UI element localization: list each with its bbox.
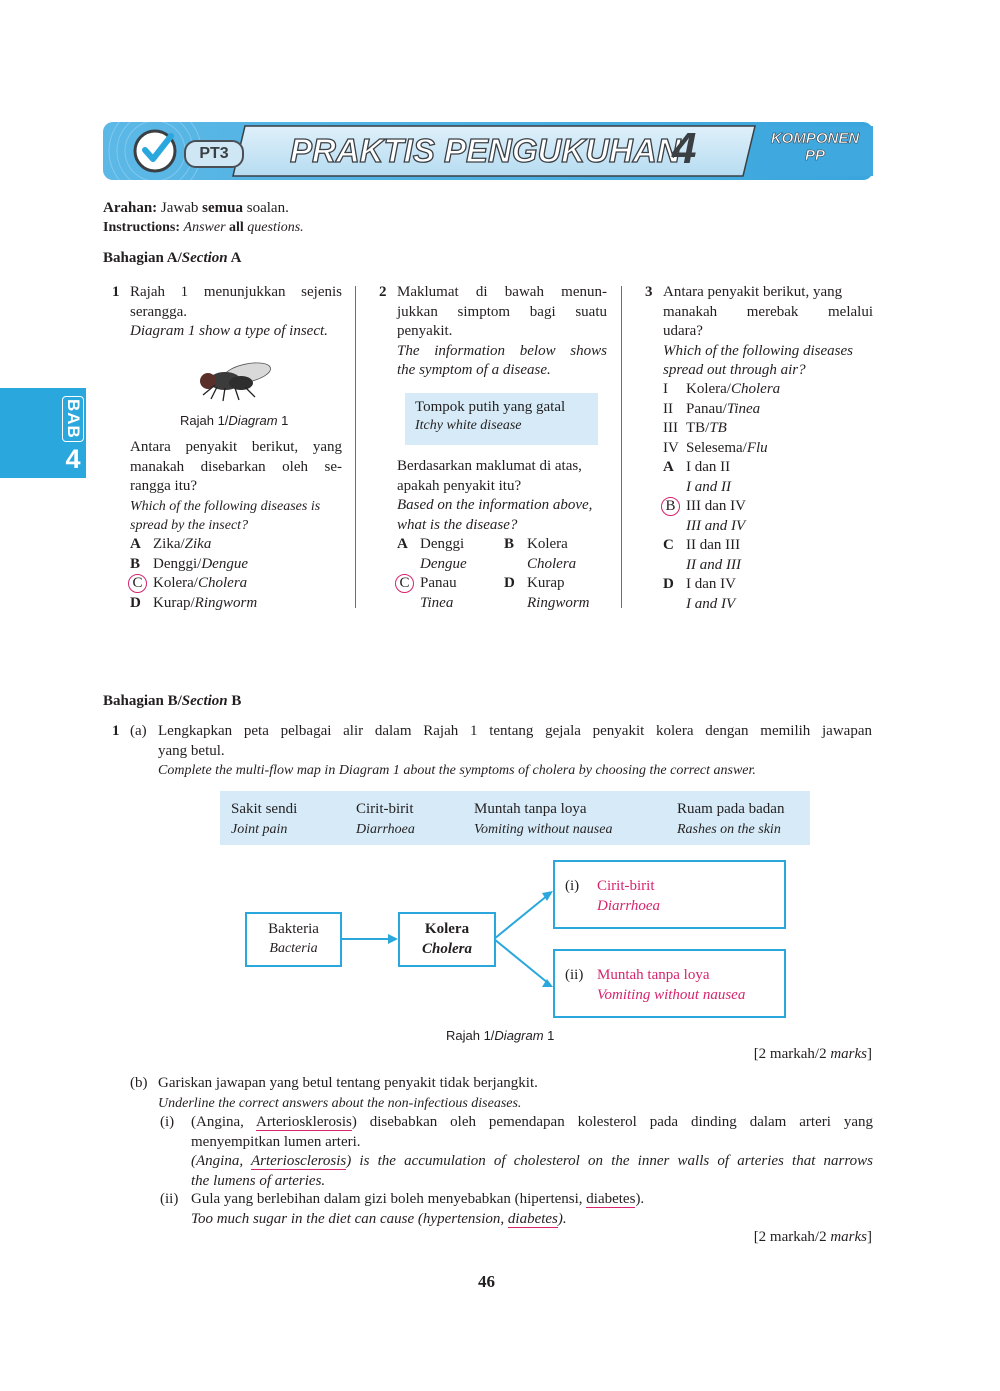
text: Ringworm <box>194 594 258 611</box>
page-title: PRAKTIS PENGUKUHAN <box>290 132 681 169</box>
answer-circle: C <box>128 574 147 593</box>
text: ) is the accumulation of cholesterol on the inner walls of arteries that narrows <box>346 1153 873 1169</box>
answer-circle: C <box>395 574 414 593</box>
text: Rashes on the skin <box>677 821 781 837</box>
text: questions. <box>247 220 304 235</box>
part-bii-text <box>191 1190 873 1229</box>
text: Diarrhoea <box>356 821 415 837</box>
answer-circle: B <box>661 497 680 516</box>
bii-ms <box>191 1190 873 1210</box>
b-q1-number: 1 <box>112 723 120 739</box>
text: Tinea <box>420 594 454 611</box>
component-line1: KOMPONEN <box>770 130 860 147</box>
text: [2 markah/2 <box>753 1229 827 1245</box>
text: Selesema/ <box>686 439 747 456</box>
text: (Angina, <box>191 1153 244 1169</box>
text: B <box>504 536 515 552</box>
text: Diagram <box>228 413 278 428</box>
bii-en <box>191 1210 873 1230</box>
effect-box-2 <box>553 949 786 1018</box>
text: TB/ <box>686 420 710 436</box>
instructions-ms-label: Arahan: <box>103 200 158 216</box>
q2-number: 2 <box>379 284 387 300</box>
text: Kolera/ <box>686 381 731 397</box>
text: Jawab <box>160 200 199 216</box>
text: Kurap <box>527 575 565 591</box>
text: spread by the insect? <box>130 518 249 533</box>
text: ) disebabkan oleh pemendapan kolesterol pada dinding dalam arteri yang <box>351 1114 873 1130</box>
text: Vomiting without nausea <box>474 821 613 837</box>
text: Ringworm <box>527 594 590 611</box>
center-box <box>398 912 496 967</box>
text: [2 markah/2 <box>753 1046 827 1062</box>
text: B <box>231 693 242 709</box>
text: Antara penyakit berikut, yang <box>130 439 342 455</box>
text: Joint pain <box>231 821 288 837</box>
text: the symptom of a disease. <box>397 362 551 378</box>
text: Dengue <box>420 555 467 572</box>
answer-effect1-en: Diarrhoea <box>597 898 661 914</box>
text: III and IV <box>686 517 746 534</box>
text: Underline the correct answers about the non-infectious diseases. <box>158 1095 522 1111</box>
text: II and III <box>686 556 741 573</box>
text: Panau <box>420 575 457 591</box>
text: Cholera <box>421 941 472 957</box>
text: III <box>663 420 678 436</box>
effect-box-1 <box>553 860 786 929</box>
text: ] <box>867 1046 872 1062</box>
part-bi-text <box>191 1113 873 1191</box>
text: Zika/ <box>153 536 185 552</box>
text: Kolera <box>424 921 470 937</box>
part-b-label: (b) <box>130 1075 148 1091</box>
text: D <box>663 576 674 592</box>
text: apakah penyakit itu? <box>397 477 522 494</box>
text: ). <box>557 1210 567 1227</box>
text: TB <box>709 420 727 436</box>
part-a-label: (a) <box>130 723 147 739</box>
text: I and IV <box>686 595 736 612</box>
text: A <box>230 250 242 266</box>
text: 1 <box>547 1028 555 1043</box>
text: rangga itu? <box>130 478 198 494</box>
q1-number: 1 <box>112 284 120 300</box>
text: manakah disebarkan oleh se- <box>130 458 342 475</box>
bi-en-line1 <box>191 1152 873 1172</box>
text: III dan IV <box>686 498 746 514</box>
text: Which of the following diseases <box>663 342 853 359</box>
underlined-answer: diabetes <box>507 1210 558 1227</box>
text: (Angina, <box>191 1114 244 1130</box>
text: D <box>130 594 141 611</box>
cause-box <box>245 912 342 967</box>
text: A <box>663 459 674 475</box>
part-b-text <box>158 1074 872 1113</box>
text: Cholera <box>197 575 248 591</box>
chapter-number: 4 <box>672 124 697 173</box>
text: Kolera <box>527 536 568 552</box>
text: II dan III <box>686 537 741 553</box>
text: Cholera <box>527 555 577 572</box>
instructions-en-label: Instructions: <box>103 220 181 235</box>
text: Based on the information above, <box>397 497 593 513</box>
map-caption <box>446 1028 554 1043</box>
marks-a <box>754 1046 872 1063</box>
bi-ms-line1 <box>191 1113 873 1133</box>
text: jukkan simptom bagi suatu <box>397 303 607 320</box>
text: all <box>229 220 244 235</box>
text: Cholera <box>730 381 781 397</box>
text: Bahagian B/ <box>103 693 182 709</box>
bab-word: BAB <box>62 396 84 442</box>
answer-effect2-en: Vomiting without nausea <box>597 987 746 1003</box>
text: Muntah tanpa loya <box>474 801 587 817</box>
text: Panau/ <box>686 400 727 417</box>
text: The information below shows <box>397 342 607 359</box>
text: I dan II <box>686 459 731 475</box>
part-bi-label: (i) <box>160 1114 175 1130</box>
part-bii-label: (ii) <box>160 1191 179 1207</box>
text: semua <box>202 200 244 216</box>
text: yang betul. <box>158 742 225 759</box>
text: Too much sugar in the diet can cause (hypertension, <box>191 1210 505 1227</box>
text: I and II <box>686 478 731 495</box>
text: Denggi/ <box>153 555 202 572</box>
text: Dengue <box>201 555 248 572</box>
text: Kolera/ <box>153 575 198 591</box>
text: A <box>397 536 408 552</box>
text: I dan IV <box>686 576 736 592</box>
pt3-badge: PT3 <box>184 140 244 168</box>
text: II <box>663 400 673 417</box>
component-line2: PP <box>804 147 825 164</box>
text: D <box>504 575 515 591</box>
underlined-answer: diabetes <box>586 1191 636 1207</box>
page-number: 46 <box>478 1272 495 1291</box>
text: IV <box>663 439 679 456</box>
text: Bacteria <box>269 941 318 956</box>
text: Itchy white disease <box>415 418 522 433</box>
text: B <box>130 555 141 572</box>
text: Answer <box>183 220 226 235</box>
text: ). <box>635 1191 645 1207</box>
text: Ruam pada badan <box>677 801 785 817</box>
text: Diagram 1 show a type of insect. <box>130 323 328 339</box>
text: penyakit. <box>397 323 453 339</box>
text: Gula yang berlebihan dalam gizi boleh menyebabkan (hipertensi, <box>191 1191 583 1207</box>
text: Sakit sendi <box>231 801 298 817</box>
text: Tinea <box>726 400 761 417</box>
text: Lengkapkan peta pelbagai alir dalam Rajah 1 tentang gejala penyakit kolera dengan memilih jawapan <box>158 723 872 739</box>
text: serangga. <box>130 303 188 320</box>
text: Rajah 1/ <box>180 413 229 428</box>
text: Rajah 1/ <box>446 1028 495 1043</box>
answer-effect2-ms: Muntah tanpa loya <box>597 967 710 983</box>
answer-effect1-ms: Cirit-birit <box>597 878 655 894</box>
text: manakah merebak melalui <box>663 303 873 320</box>
text: menyempitkan lumen arteri. <box>191 1133 361 1150</box>
text: soalan. <box>246 200 289 216</box>
text: Denggi <box>420 536 465 552</box>
underlined-answer: Arteriosklerosis <box>256 1114 352 1130</box>
text: Flu <box>746 439 768 456</box>
text: C <box>663 537 674 553</box>
text: spread out through air? <box>663 362 806 378</box>
underlined-answer: Arteriosclerosis <box>250 1153 347 1169</box>
text: A <box>130 536 141 552</box>
text: (ii) <box>565 967 584 983</box>
text: Berdasarkan maklumat di atas, <box>397 458 582 474</box>
bab-number: 4 <box>65 443 81 474</box>
text: Section <box>181 693 228 709</box>
text: Rajah 1 menunjukkan sejenis <box>130 284 342 300</box>
text: Zika <box>184 536 212 552</box>
text: Bahagian A/ <box>103 250 182 266</box>
text: 1 <box>281 413 289 428</box>
text: Maklumat di bawah menun- <box>397 284 607 300</box>
text: Gariskan jawapan yang betul tentang penyakit tidak berjangkit. <box>158 1075 538 1091</box>
text: (i) <box>565 878 580 894</box>
text: Kurap/ <box>153 594 195 611</box>
text: Which of the following diseases is <box>130 498 321 514</box>
text: I <box>663 381 668 397</box>
text: the lumens of arteries. <box>191 1172 326 1189</box>
text: marks <box>830 1229 867 1245</box>
text: Tompok putih yang gatal <box>415 399 566 415</box>
q3-number: 3 <box>645 284 653 300</box>
text: Diagram <box>494 1028 544 1043</box>
text: ] <box>867 1229 872 1245</box>
text: Antara penyakit berikut, yang <box>663 284 843 300</box>
text: what is the disease? <box>397 516 518 533</box>
text: Cirit-birit <box>356 801 414 817</box>
text: Section <box>181 250 228 266</box>
marks-b <box>754 1229 872 1246</box>
text: Bakteria <box>268 921 319 937</box>
text: udara? <box>663 323 703 339</box>
text: marks <box>830 1046 867 1062</box>
text: Complete the multi-flow map in Diagram 1 about the symptoms of cholera by choosing the correct answer. <box>158 763 756 778</box>
